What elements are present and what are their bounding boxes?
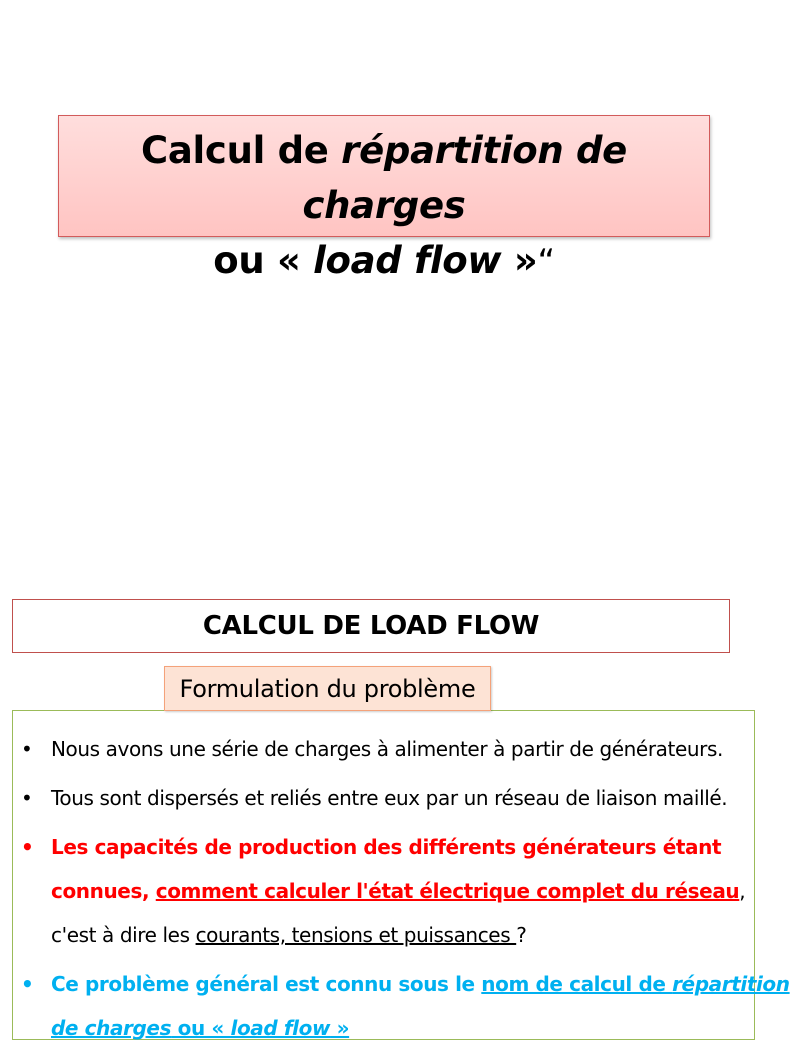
bullet-text-4-line2-underlined: ou « (171, 1016, 231, 1040)
title-text-italic-repartition: répartition de charges (302, 129, 627, 227)
bullet-text-3-line3-suffix: ? (516, 923, 527, 947)
bullet-text-2: Tous sont dispersés et reliés entre eux par un réseau de liaison maillé. (51, 786, 728, 810)
list-item (13, 825, 754, 957)
bullet-icon: • (21, 972, 34, 996)
list-item (13, 776, 754, 820)
list-item (13, 727, 754, 771)
title-text-part3: ou « (213, 239, 314, 282)
bullet-text-4-line1 (51, 962, 790, 1006)
slide-title (58, 115, 710, 282)
bullet-text-3-line3-prefix: c'est à dire les (51, 923, 196, 947)
bullet-text-3-line3-underlined: courants, tensions et puissances (195, 923, 517, 947)
subtitle-tag: Formulation du problème (164, 666, 491, 711)
title-text-part1: Calcul de (141, 129, 342, 172)
bullet-text-3-line2-underlined: comment calculer l'état électrique complet du réseau (155, 879, 740, 903)
bullet-text-4-line2-italic: de charges (51, 1016, 172, 1040)
title-line-1 (59, 123, 709, 233)
title-text-part5: » (501, 239, 538, 282)
list-item (13, 962, 790, 1050)
bullet-text-3-line2-prefix: connues, (51, 879, 156, 903)
bullet-text-4-line1-prefix: Ce problème général est connu sous le (51, 972, 482, 996)
bullet-text-4-line2-end: » (330, 1016, 350, 1040)
bullet-text-4-line2-italic2: load flow (230, 1016, 331, 1040)
bullet-text-1: Nous avons une série de charges à alimenter à partir de générateurs. (51, 737, 723, 761)
title-line-2 (59, 233, 709, 290)
section-header: CALCUL DE LOAD FLOW (12, 599, 730, 653)
bullet-icon: • (21, 786, 33, 810)
bullet-text-3-line2-suffix: , (739, 879, 746, 903)
title-quote-mark: “ (537, 242, 555, 282)
bullet-text-3-line3 (51, 913, 748, 957)
title-text-italic-loadflow: load flow (313, 239, 502, 282)
bullet-list (13, 727, 790, 1050)
bullet-icon: • (21, 737, 33, 761)
bullet-icon: • (21, 835, 34, 859)
bullet-text-3-line2 (51, 869, 748, 913)
bullet-text-4-line2 (51, 1006, 748, 1050)
bullet-text-4-line1-underlined: nom de calcul de (481, 972, 673, 996)
bullet-text-3-line1: Les capacités de production des différents générateurs étant (51, 835, 722, 859)
bullet-text-4-line1-italic: répartition (672, 972, 790, 996)
content-box (12, 710, 790, 1040)
